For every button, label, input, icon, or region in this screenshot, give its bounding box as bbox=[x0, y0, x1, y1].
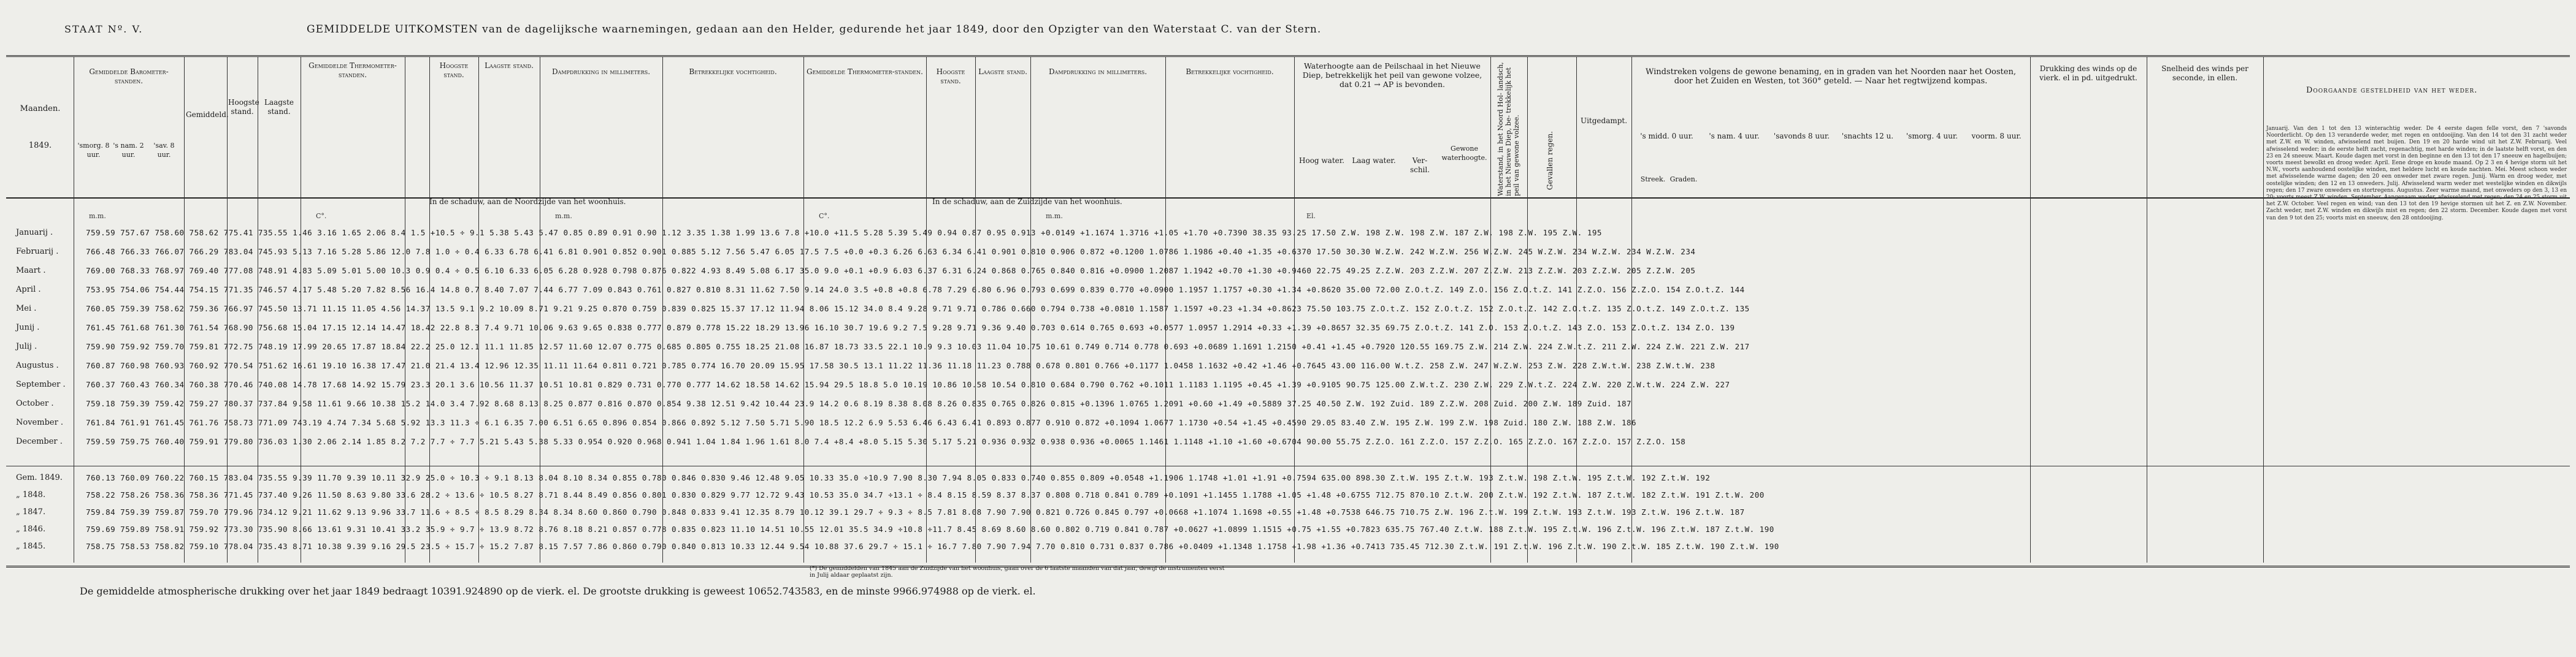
maanden-header: Maanden. bbox=[20, 104, 61, 113]
row-values: 769.00 768.33 768.97 769.40 777.08 748.91 4.83 5.09 5.01 5.00 10.3 0.9 0.4 ÷ 0.5 6.10 6.33 6.05 6.28 0.928 0.798 0.876 0.822 4.93 8.49 5.08 6.17 35.0 9.0 +0.1 +0.9 6.03 6.37 6.31 6.24 0.868 0.765 0.840 0.816 +0.0900 1.2087 1.1942 +0.70 +1.30 +0.9460 22.75 49.25 Z.Z.W. 203 Z.Z.W. 207 Z.Z.W. 213 Z.Z.W. 203 Z.Z.W. 205 Z.Z.W. 205 bbox=[86, 266, 1696, 275]
row-label: November . bbox=[16, 418, 64, 427]
wind-time-1: 's midd. 0 uur. bbox=[1640, 132, 1693, 140]
row-label: September . bbox=[16, 380, 66, 389]
row-label: „ 1847. bbox=[16, 507, 46, 517]
laagste-header: Laagste stand. bbox=[264, 98, 294, 116]
bar-time-3: 'sav. 8 uur. bbox=[153, 142, 175, 159]
barometer-header: Gemiddelde Barometer-standen. bbox=[89, 67, 169, 85]
row-values: 759.84 759.39 759.87 759.70 779.96 734.12 9.21 11.62 9.13 9.96 33.7 11.6 ÷ 8.5 ÷ 8.5 8.29 8.34 8.34 8.60 0.860 0.790 0.848 0.833 9.41 12.35 8.79 10.12 39.1 29.7 ÷ 9.3 ÷ 8.5 7.81 8.08 7.90 7.90 0.821 0.726 0.845 0.797 +0.0668 +1.1074 1.1698 +0.55 +1.48 +0.7538 646.75 710.75 Z.W. 196 Z.t.W. 199 Z.t.W. 193 Z.t.W. 193 Z.t.W. 196 Z.t.W. 187 bbox=[86, 507, 1745, 517]
row-values: 758.75 758.53 758.82 759.10 778.04 735.43 8.71 10.38 9.39 9.16 29.5 23.5 ÷ 15.7 ÷ 15.2 7.87 8.15 7.57 7.86 0.860 0.790 0.840 0.813 10.33 12.44 9.54 10.88 37.6 29.7 ÷ 15.1 ÷ 16.7 7.80 7.90 7.94 7.70 0.810 0.731 0.837 0.786 +0.0409 +1.1348 1.1758 +1.98 +1.36 +0.7413 735.45 712.30 Z.t.W. 191 Z.t.W. 196 Z.t.W. 190 Z.t.W. 185 Z.t.W. 190 Z.t.W. 190 bbox=[86, 542, 1779, 551]
wind-time-5: 'smorg. 4 uur. bbox=[1906, 132, 1958, 140]
gemiddeld-header: Gemiddeld. bbox=[186, 110, 229, 119]
row-label: „ 1846. bbox=[16, 525, 46, 534]
wind-time-4: 'snachts 12 u. bbox=[1841, 132, 1894, 140]
unit-c: C°. bbox=[316, 212, 327, 220]
row-values: 760.05 759.39 758.62 759.36 766.97 745.50 13.71 11.15 11.05 4.56 14.37 13.5 9.1 9.2 10.09 8.71 9.21 9.25 0.870 0.759 0.839 0.825 15.37 17.12 11.94 8.06 15.12 34.0 8.4 9.28 9.71 9.71 0.786 0.660 0.794 0.738 +0.0810 1.1587 1.1597 +0.23 +1.34 +0.8623 75.50 103.75 Z.O.t.Z. 152 Z.O.t.Z. 152 Z.O.t.Z. 142 Z.O.t.Z. 135 Z.O.t.Z. 149 Z.O.t.Z. 135 bbox=[86, 304, 1750, 313]
footnote: (*) De gemiddelden van 1845 aan de Zuidzijde van het woonhuis, gaan over de 6 laatste maanden van dat jaar, dewijl de instrumenten eerst in Julij aldaar geplaatst zijn. bbox=[810, 565, 1225, 579]
unit-el: El. bbox=[1306, 212, 1316, 220]
row-values: 760.13 760.09 760.22 760.15 783.04 735.55 9.39 11.70 9.39 10.11 32.9 25.0 ÷ 10.3 ÷ 9.1 8.13 8.04 8.10 8.34 0.855 0.780 0.846 0.830 9.46 12.48 9.05 10.33 35.0 ÷10.9 7.90 8.30 7.94 8.05 0.833 0.740 0.855 0.809 +0.0548 +1.1906 1.1748 +1.01 +1.91 +0.7594 635.00 898.30 Z.t.W. 195 Z.t.W. 193 Z.t.W. 198 Z.t.W. 195 Z.t.W. 192 Z.t.W. 192 bbox=[86, 473, 1711, 482]
hoog-water-header: Hoog water. bbox=[1299, 156, 1344, 165]
thermometer1-header: Gemiddelde Thermometer-standen. bbox=[309, 61, 397, 79]
dampdrukking2-header: Dampdrukking in millimeters. bbox=[1048, 67, 1148, 76]
waterhoogte-header: Waterhoogte aan de Peilschaal in het Nieuwe Diep, betrekkelijk het peil van gewone volzee, dat 0.21 → AP is bevonden. bbox=[1302, 61, 1482, 89]
row-values: 759.69 759.89 758.91 759.92 773.30 735.90 8.66 13.61 9.31 10.41 33.2 35.9 ÷ 9.7 ÷ 13.9 8.72 8.76 8.18 8.21 0.857 0.778 0.835 0.823 11.10 14.51 10.55 12.01 35.5 34.9 ÷10.8 ÷11.7 8.45 8.69 8.60 8.60 0.802 0.719 0.841 0.787 +0.0627 +1.0899 1.1515 +0.75 +1.55 +0.7823 635.75 767.40 Z.t.W. 188 Z.t.W. 195 Z.t.W. 196 Z.t.W. 196 Z.t.W. 187 Z.t.W. 190 bbox=[86, 525, 1774, 534]
drukking-header: Drukking des winds op de vierk. el in pd. uitgedrukt. bbox=[2039, 64, 2137, 82]
snelheid-header: Snelheid des winds per seconde, in ellen. bbox=[2161, 64, 2248, 82]
row-label: Februarij . bbox=[16, 247, 59, 256]
unit-mm-3: m.m. bbox=[1046, 212, 1063, 220]
wind-time-2: 's nam. 4 uur. bbox=[1709, 132, 1760, 140]
row-label: „ 1848. bbox=[16, 490, 46, 499]
col-sep bbox=[2263, 56, 2264, 563]
row-values: 759.18 759.39 759.42 759.27 780.37 737.84 9.58 11.61 9.66 10.38 15.2 14.0 3.4 7.92 8.68 8.13 8.25 0.877 0.816 0.870 0.854 9.38 12.51 9.42 10.44 23.9 14.2 0.6 8.19 8.38 8.08 8.26 0.835 0.765 0.826 0.815 +0.1396 1.0765 1.2091 +0.60 +1.49 +0.5889 37.25 40.50 Z.W. 192 Zuid. 189 Z.Z.W. 208 Zuid. 200 Z.W. 189 Zuid. 187 bbox=[86, 399, 1632, 408]
regen-header: Gevallen regen. bbox=[1546, 131, 1554, 190]
remarks-heading: Doorgaande gesteldheid van het weder. bbox=[2306, 86, 2478, 95]
streek-label: Streek. bbox=[1640, 175, 1666, 183]
row-values: 758.22 758.26 758.36 758.36 771.45 737.40 9.26 11.50 8.63 9.80 33.6 28.2 ÷ 13.6 ÷ 10.5 8.27 8.71 8.44 8.49 0.856 0.801 0.830 0.829 9.77 12.72 9.43 10.53 35.0 34.7 ÷13.1 ÷ 8.4 8.15 8.59 8.37 8.37 0.808 0.718 0.841 0.789 +0.1091 +1.1455 1.1788 +1.05 +1.48 +0.6755 712.75 870.10 Z.t.W. 200 Z.t.W. 192 Z.t.W. 187 Z.t.W. 182 Z.t.W. 191 Z.t.W. 200 bbox=[86, 490, 1765, 499]
remarks-text: Januarij. Van den 1 tot den 13 winterachtig weder. De 4 eerste dagen felle vorst, den 7 'savonds Noorderlicht. Op den 13 veranderde weder, met regen en ontdooijing. Van den 14 tot den 31 zacht weder met Z.W. en W. winden, afwisselend met buijen. Den 19 en 20 harde wind uit het Z.W. Februarij. Veel afwisselend weder; in de eerste helft zacht, regenachtig, met harde winden; in de laatste helft vorst, en den 23 en 24 sneeuw. Maart. Koude dagen met vorst in den beginne en den 13 tot den 17 sneeuw en hagelbuijen; voorts meest bewolkt en droog weder. April. Eene droge en koude maand. Op 2 3 en 4 hevige storm uit het N.W., voorts aanhoudend oostelijke winden, met heldere lucht en koude nachten. Mei. Meest schoon weder met afwisselende warme dagen; den 20 een onweder met zware regen. Junij. Warm en droog weder, met oostelijke winden; den 12 en 13 onweders. Julij. Afwisselend warm weder met westelijke winden en dikwijls regen; den 17 zware onweders en stortregens. Augustus. Zeer warme maand, met onweders op den 3, 13 en 20; voorts meest Z.W. winden. September. Aangenaam weder, afwisselend met regen; den 24 en 25 storm uit het Z.W. October. Veel regen en wind; van den 13 tot den 19 hevige stormen uit het Z. en Z.W. November. Zacht weder, met Z.W. winden en dikwijls mist en regen; den 22 storm. December. Koude dagen met vorst van den 9 tot den 25; voorts mist en sneeuw, den 28 ontdooijing. bbox=[2266, 126, 2567, 221]
row-label: Julij . bbox=[16, 342, 37, 351]
verschil-header: Ver- schil. bbox=[1409, 156, 1430, 174]
row-values: 753.95 754.06 754.44 754.15 771.35 746.57 4.17 5.48 5.20 7.82 8.56 16.4 14.8 0.7 8.40 7.07 7.44 6.77 7.09 0.843 0.761 0.827 0.810 8.31 11.62 7.50 9.14 24.0 3.5 +0.8 +0.8 6.78 7.29 6.80 6.96 0.793 0.699 0.839 0.770 +0.0900 1.1957 1.1757 +0.30 +1.34 +0.8620 35.00 72.00 Z.O.t.Z. 149 Z.O. 156 Z.O.t.Z. 141 Z.Z.O. 156 Z.Z.O. 154 Z.O.t.Z. 144 bbox=[86, 285, 1745, 294]
bar-time-1: 'smorg. 8 uur. bbox=[77, 142, 110, 159]
row-values: 759.59 759.75 760.40 759.91 779.80 736.03 1.30 2.06 2.14 1.85 8.2 7.2 7.7 ÷ 7.7 5.21 5.43 5.38 5.33 0.954 0.920 0.968 0.941 1.04 1.84 1.96 1.61 8.0 7.4 +8.4 +8.0 5.15 5.30 5.17 5.21 0.936 0.932 0.938 0.936 +0.0065 1.1461 1.1148 +1.10 +1.60 +0.6704 90.00 55.75 Z.Z.O. 161 Z.Z.O. 157 Z.Z.O. 165 Z.Z.O. 167 Z.Z.O. 157 Z.Z.O. 158 bbox=[86, 437, 1686, 446]
hoogste2-header: Hoogste stand. bbox=[936, 67, 965, 85]
wind-time-3: 'savonds 8 uur. bbox=[1773, 132, 1830, 140]
graden-label: Graden. bbox=[1669, 175, 1698, 183]
vochtigheid1-header: Betrekkelijke vochtigheid. bbox=[689, 67, 777, 76]
unit-mm: m.m. bbox=[89, 212, 106, 220]
row-values: 760.87 760.98 760.93 760.92 770.54 751.62 16.61 19.10 16.38 17.47 21.0 21.4 13.4 12.96 12.35 11.11 11.64 0.811 0.721 0.785 0.774 16.70 20.09 15.95 17.58 30.5 13.1 11.22 11.36 11.18 11.23 0.788 0.678 0.801 0.766 +0.1177 1.0458 1.1632 +0.42 +1.46 +0.7645 43.00 116.00 W.t.Z. 258 Z.W. 247 W.Z.W. 253 Z.W. 228 Z.W.t.W. 238 Z.W.t.W. 238 bbox=[86, 361, 1715, 370]
col-sep bbox=[2030, 56, 2031, 563]
laag-water-header: Laag water. bbox=[1352, 156, 1396, 165]
wind-time-6: voorm. 8 uur. bbox=[1971, 132, 2022, 140]
row-label: Januarij . bbox=[16, 228, 53, 237]
hoogste1-header: Hoogste stand. bbox=[439, 61, 469, 79]
row-label: Augustus . bbox=[16, 361, 59, 370]
row-values: 759.90 759.92 759.70 759.81 772.75 748.19 17.99 20.65 17.87 18.84 22.2 25.0 12.1 11.1 11.85 12.57 11.60 12.07 0.775 0.685 0.805 0.755 18.25 21.08 16.87 18.73 33.5 22.1 10.9 9.3 10.03 11.04 10.75 10.61 0.749 0.714 0.778 0.693 +0.0689 1.1691 1.2150 +0.41 +1.45 +0.7920 120.55 169.75 Z.W. 214 Z.W. 224 Z.W.t.Z. 211 Z.W. 224 Z.W. 221 Z.W. 217 bbox=[86, 342, 1750, 351]
waterstand-header: Waterstand, in het Noord Hol- landsch, in het Nieuwe Diep, be- trekkelijk het peil van gewone volzee. bbox=[1497, 62, 1520, 196]
row-values: 761.45 761.68 761.30 761.54 768.90 756.68 15.04 17.15 12.14 14.47 18.42 22.8 8.3 7.4 9.71 10.06 9.63 9.65 0.838 0.777 0.879 0.778 15.22 18.29 13.96 16.10 30.7 19.6 9.2 7.5 9.28 9.71 9.36 9.40 0.703 0.614 0.765 0.693 +0.0577 1.0957 1.2914 +0.33 +1.39 +0.8657 32.35 69.75 Z.O.t.Z. 141 Z.O. 153 Z.O.t.Z. 143 Z.O. 153 Z.O.t.Z. 134 Z.O. 139 bbox=[86, 323, 1735, 332]
hoogste-header: Hoogste stand. bbox=[228, 98, 259, 116]
unit-row bbox=[6, 212, 2570, 224]
row-label: October . bbox=[16, 399, 54, 408]
thermometer2-header: Gemiddelde Thermometer-standen. bbox=[807, 67, 923, 76]
windstreken-header: Windstreken volgens de gewone benaming, en in graden van het Noorden naar het Oosten, door het Zuiden en Westen, tot 360° geteld. — Naar het regtwijzend kompas. bbox=[1646, 67, 2016, 86]
row-label: Junij . bbox=[16, 323, 40, 332]
page-title: GEMIDDELDE UITKOMSTEN van de dagelijksche waarnemingen, gedaan aan den Helder, gedurende het jaar 1849, door den Opzigter van den Waterstaat C. van der Stern. bbox=[307, 23, 1322, 36]
unit-mm-2: m.m. bbox=[555, 212, 572, 220]
row-values: 759.59 757.67 758.60 758.62 775.41 735.55 1.46 3.16 1.65 2.06 8.4 1.5 +10.5 ÷ 9.1 5.38 5.43 5.47 0.85 0.89 0.91 0.90 1.12 3.35 1.38 1.99 13.6 7.8 +10.0 +11.5 5.28 5.39 5.49 0.94 0.87 0.95 0.913 +0.0149 +1.1674 1.3716 +1.05 +1.70 +0.7390 38.35 93.25 17.50 Z.W. 198 Z.W. 198 Z.W. 187 Z.W. 198 Z.W. 195 Z.W. 195 bbox=[86, 228, 1602, 237]
year-label: 1849. bbox=[28, 141, 52, 150]
row-label: Mei . bbox=[16, 304, 37, 313]
row-label: April . bbox=[16, 285, 41, 294]
shade-left-caption: In de schaduw, aan de Noordzijde van het woonhuis. bbox=[429, 197, 626, 206]
laagste2-header: Laagste stand. bbox=[978, 67, 1027, 76]
dampdrukking1-header: Dampdrukking in millimeters. bbox=[551, 67, 651, 76]
row-values: 760.37 760.43 760.34 760.38 770.46 740.08 14.78 17.68 14.92 15.79 23.3 20.1 3.6 10.56 11.37 10.51 10.81 0.829 0.731 0.770 0.777 14.62 18.58 14.62 15.94 29.5 18.8 5.0 10.19 10.86 10.58 10.54 0.810 0.684 0.790 0.762 +0.1011 1.1183 1.1195 +0.45 +1.39 +0.9105 90.75 125.00 Z.W.t.Z. 230 Z.W. 229 Z.W.t.Z. 224 Z.W. 220 Z.W.t.W. 224 Z.W. 227 bbox=[86, 380, 1730, 389]
bar-time-2: 's nam. 2 uur. bbox=[113, 142, 144, 159]
unit-c-2: C°. bbox=[819, 212, 830, 220]
row-values: 766.48 766.33 766.07 766.29 783.04 745.93 5.13 7.16 5.28 5.86 12.0 7.8 1.0 ÷ 0.4 6.33 6.78 6.41 6.81 0.901 0.852 0.901 0.885 5.12 7.56 5.47 6.05 17.5 7.5 +0.0 +0.3 6.26 6.63 6.34 6.41 0.901 0.810 0.906 0.872 +0.1200 1.0786 1.1986 +0.40 +1.35 +0.6370 17.50 30.30 W.Z.W. 242 W.Z.W. 256 W.Z.W. 245 W.Z.W. 234 W.Z.W. 234 W.Z.W. 234 bbox=[86, 247, 1696, 256]
row-label: Gem. 1849. bbox=[16, 473, 63, 482]
uitgedampt-header: Uitgedampt. bbox=[1580, 116, 1628, 125]
staat-label: STAAT Nº. V. bbox=[64, 23, 144, 35]
gewone-header: Gewone waterhoogte. bbox=[1441, 145, 1487, 162]
footer-line: De gemiddelde atmospherische drukking over het jaar 1849 bedraagt 10391.924890 op de vierk. el. De grootste drukking is geweest 10652.743583, en de minste 9966.974988 op de vierk. el. bbox=[80, 585, 1036, 597]
laagste1-header: Laagste stand. bbox=[485, 61, 534, 70]
row-label: „ 1845. bbox=[16, 542, 46, 551]
row-values: 761.84 761.91 761.45 761.76 758.73 771.09 743.19 4.74 7.34 5.68 5.92 13.3 11.3 ÷ 6.1 6.35 7.00 6.51 6.65 0.896 0.854 0.866 0.892 5.12 7.50 5.71 5.90 18.5 12.2 6.9 5.53 6.46 6.43 6.41 0.893 0.877 0.910 0.872 +0.1094 1.0677 1.1730 +0.54 +1.45 +0.4590 29.05 83.40 Z.W. 195 Z.W. 199 Z.W. 198 Zuid. 180 Z.W. 188 Z.W. 186 bbox=[86, 418, 1637, 427]
shade-right-caption: In de schaduw, aan de Zuidzijde van het woonhuis. bbox=[932, 197, 1122, 206]
row-label: December . bbox=[16, 437, 63, 446]
vochtigheid2-header: Betrekkelijke vochtigheid. bbox=[1186, 67, 1274, 76]
row-label: Maart . bbox=[16, 266, 46, 275]
